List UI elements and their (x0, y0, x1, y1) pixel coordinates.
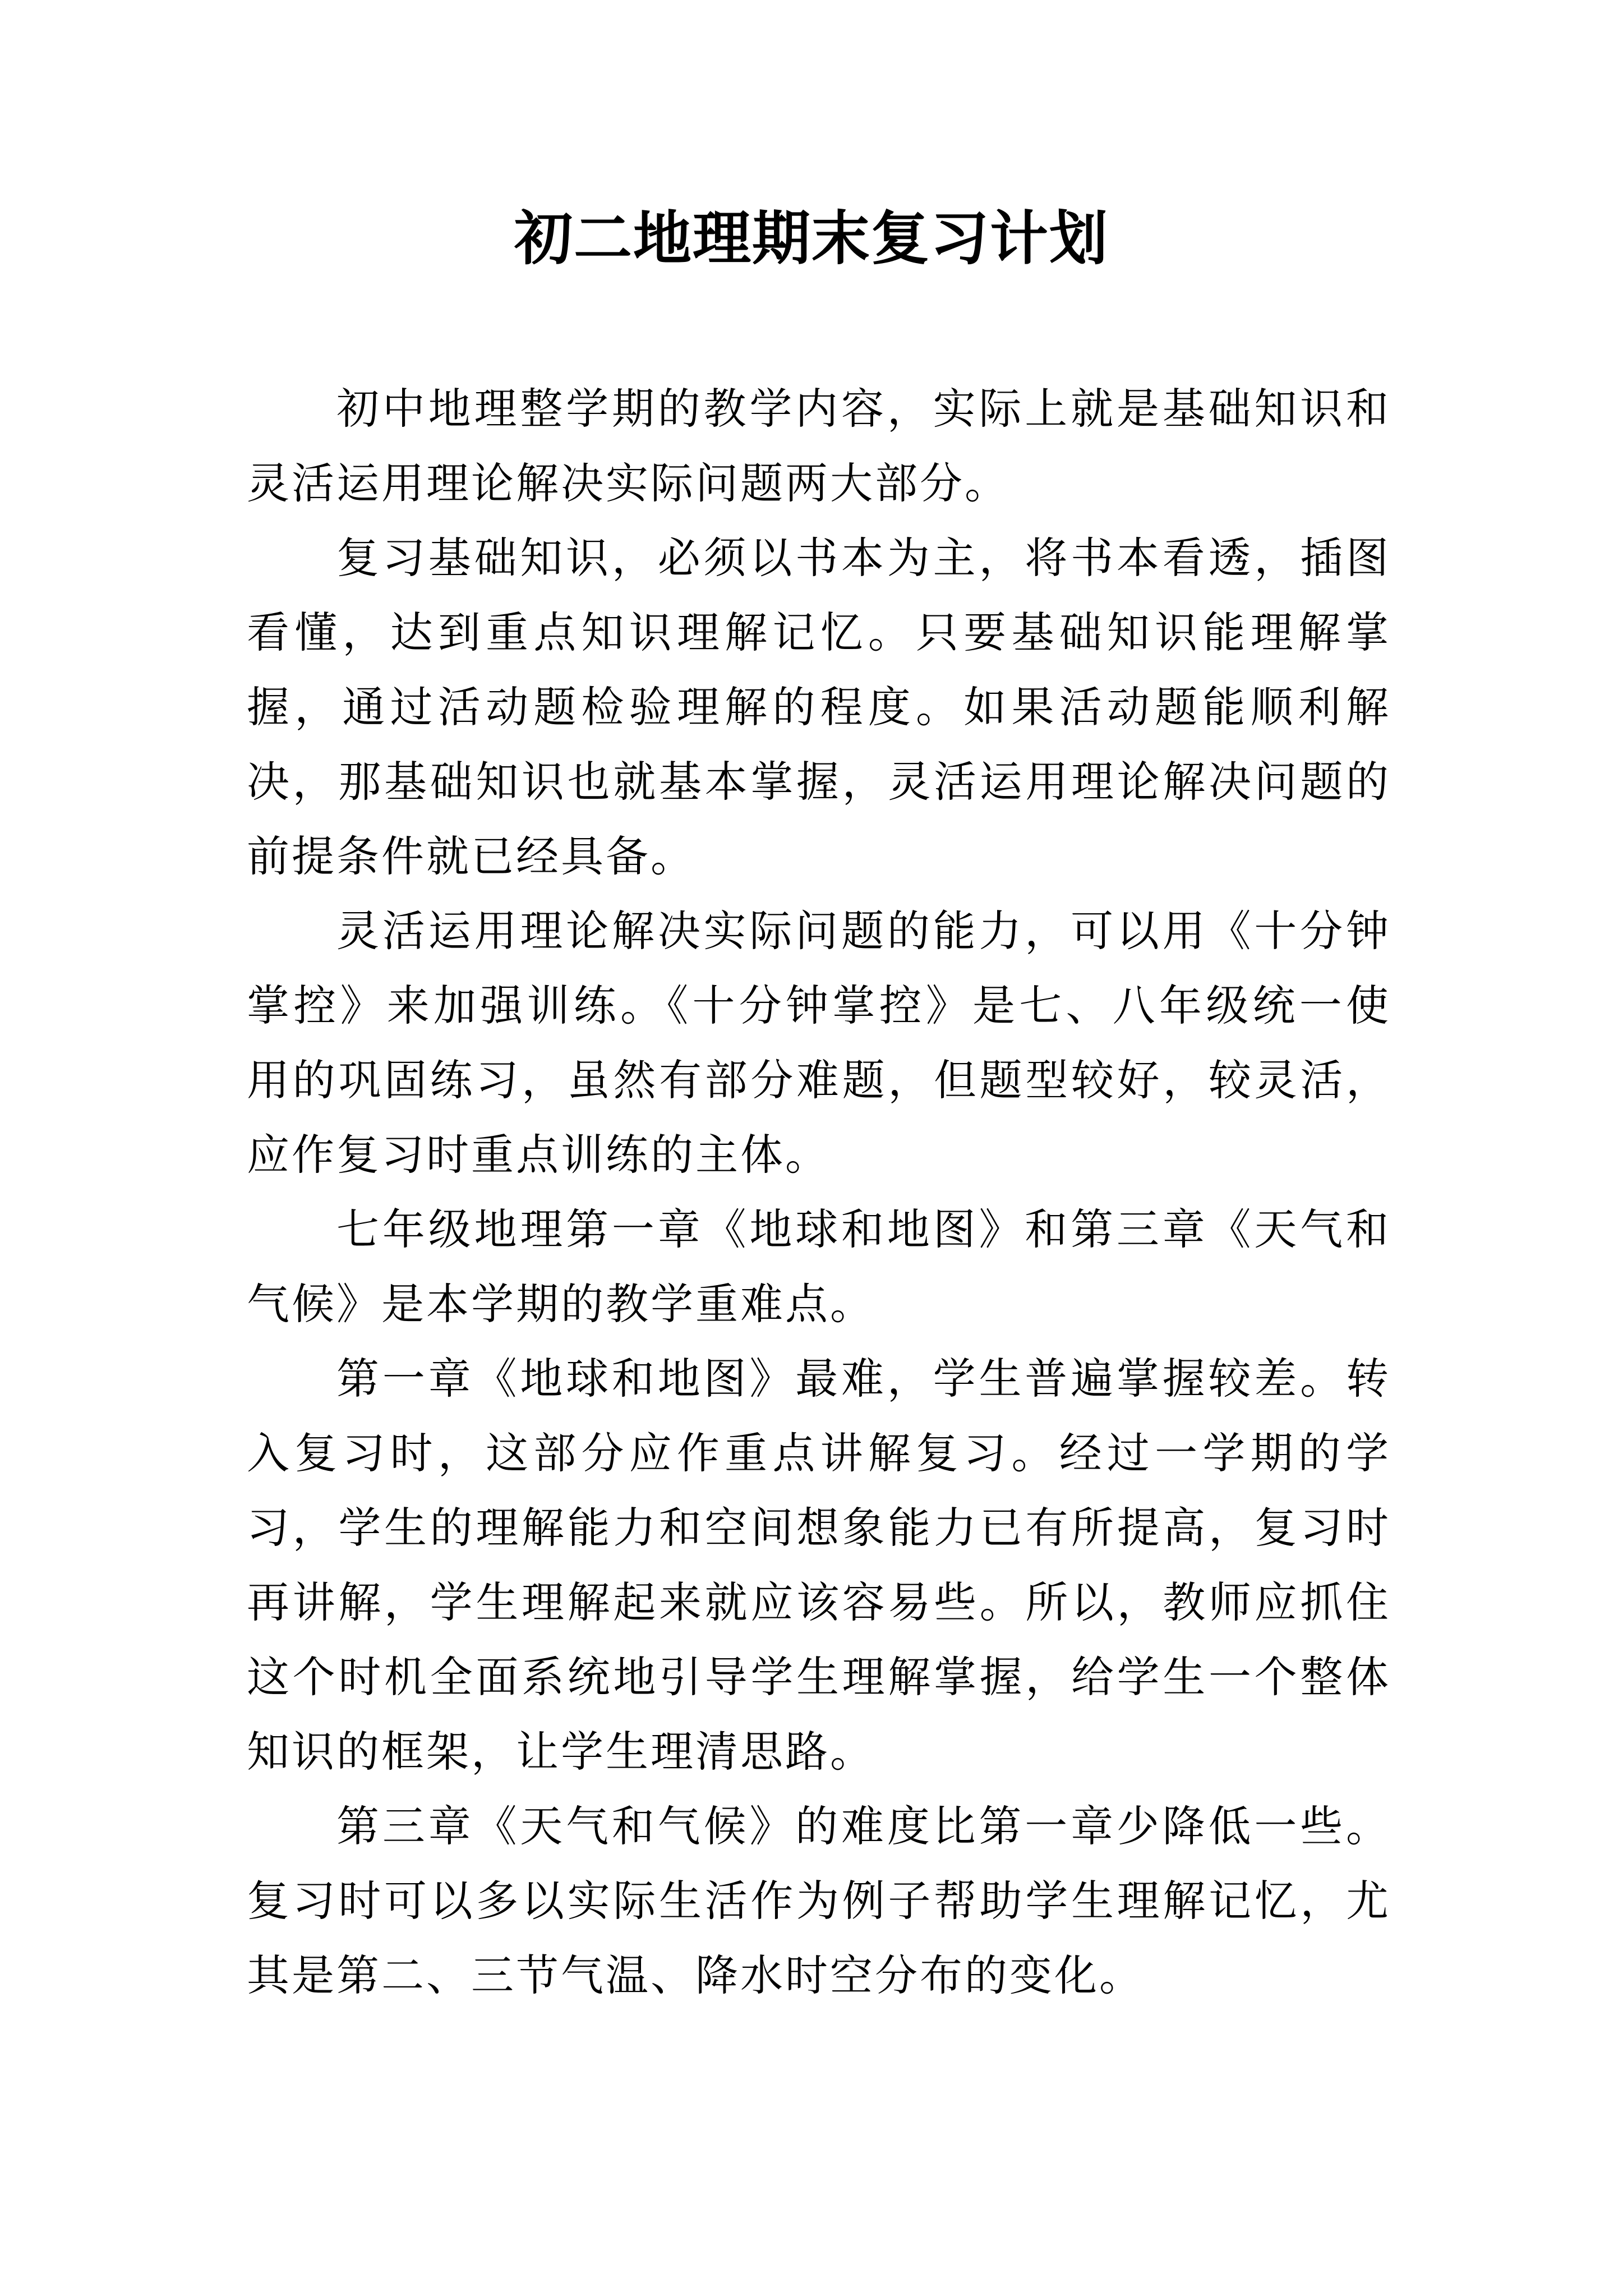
document-body (247, 371, 1391, 2013)
document-title: 初二地理期末复习计划 (514, 204, 1109, 273)
paragraph-4: 七年级地理第一章《地球和地图》和第三章《天气和气候》是本学期的教学重难点。 (247, 1204, 1391, 1329)
paragraph-6: 第三章《天气和气候》的难度比第一章少降低一些。复习时可以多以实际生活作为例子帮助学生理解记忆，尤其是第二、三节气温、降水时空分布的变化。 (247, 1801, 1391, 2000)
paragraph-3: 灵活运用理论解决实际问题的能力，可以用《十分钟掌控》来加强训练。《十分钟掌控》是七、八年级统一使用的巩固练习，虽然有部分难题，但题型较好，较灵活，应作复习时重点训练的主体。 (247, 906, 1391, 1180)
paragraph-1: 初中地理整学期的教学内容，实际上就是基础知识和灵活运用理论解决实际问题两大部分。 (247, 384, 1391, 508)
paragraph-2: 复习基础知识，必须以书本为主，将书本看透，插图看懂，达到重点知识理解记忆。只要基础知识能理解掌握，通过活动题检验理解的程度。如果活动题能顺利解决，那基础知识也就基本掌握，灵活运用理论解决问题的前提条件就已经具备。 (247, 533, 1391, 881)
paragraph-5: 第一章《地球和地图》最难，学生普遍掌握较差。转入复习时，这部分应作重点讲解复习。经过一学期的学习，学生的理解能力和空间想象能力已有所提高，复习时再讲解，学生理解起来就应该容易些。所以，教师应抓住这个时机全面系统地引导学生理解掌握，给学生一个整体知识的框架，让学生理清思路。 (247, 1354, 1391, 1777)
